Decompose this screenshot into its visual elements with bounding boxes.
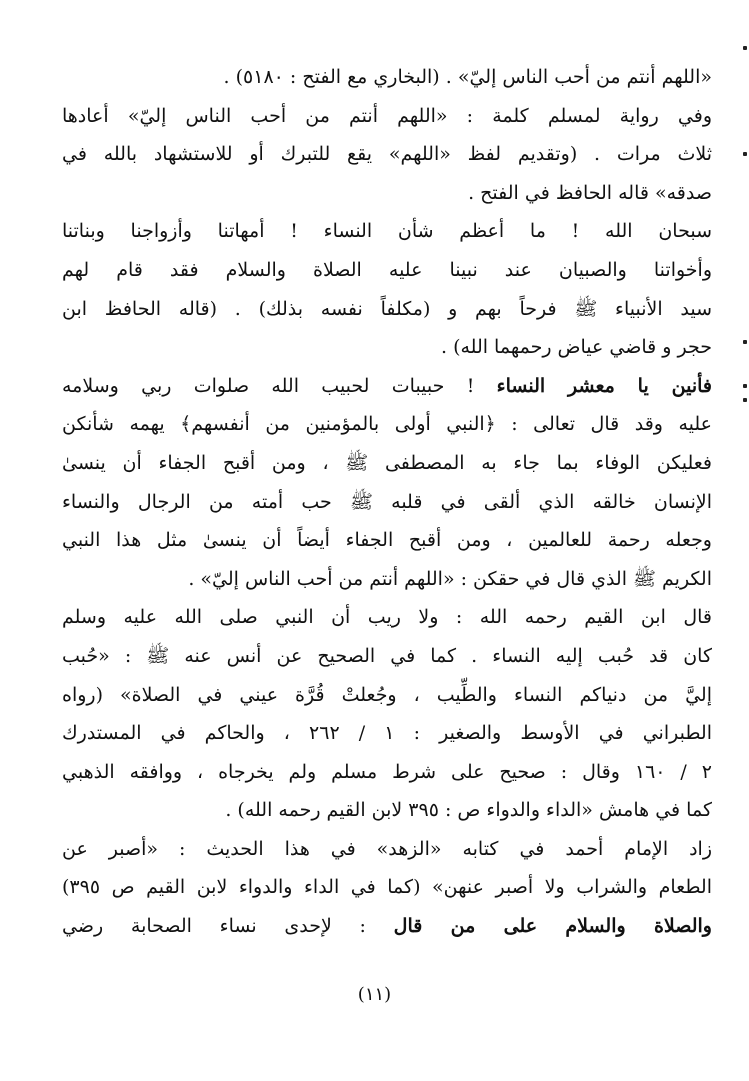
text-line — [62, 444, 712, 483]
text-line — [62, 174, 712, 213]
line-text: وفي رواية لمسلم كلمة : «اللهم أنتم من أحب الناس إليّ» أعادها — [62, 104, 712, 127]
text-line — [62, 290, 712, 329]
line-text: «اللهم أنتم من أحب الناس إليّ» . (البخاري مع الفتح : ٥١٨٠) . — [223, 66, 712, 88]
page-number: (١١) — [357, 984, 392, 1005]
line-text: حجر و قاضي عياض رحمهما الله) . — [440, 336, 712, 359]
line-text: الطبراني في الأوسط والصغير : ١ / ٢٦٢ ، والحاكم في المستدرك — [62, 722, 712, 745]
text-line — [62, 135, 712, 174]
scan-edge-mark — [743, 398, 747, 402]
text-line — [62, 251, 712, 290]
bold-lead-phrase: فأنين يا معشر النساء — [496, 374, 712, 397]
line-text: كما في هامش «الداء والدواء ص : ٣٩٥ لابن القيم رحمه الله) . — [225, 799, 712, 822]
text-line — [62, 483, 712, 522]
document-page — [62, 58, 712, 946]
text-line — [62, 405, 712, 444]
line-text: وأخواتنا والصبيان عند نبينا عليه الصلاة والسلام فقد قام لهم — [62, 258, 712, 281]
text-line — [62, 907, 712, 946]
line-text: الطعام والشراب ولا أصبر عنهن» (كما في الداء والدواء لابن القيم ص ٣٩٥) — [62, 876, 712, 899]
text-line — [62, 367, 712, 406]
line-text: كان قد حُبب إليه النساء . كما في الصحيح عن أنس عنه ﷺ : «حُبب — [62, 644, 712, 667]
text-line — [62, 868, 712, 907]
line-text: سيد الأنبياء ﷺ فرحاً بهم و (مكلفاً نفسه بذلك) . (قاله الحافظ ابن — [62, 297, 712, 320]
line-text: الكريم ﷺ الذي قال في حقكن : «اللهم أنتم من أحب الناس إليّ» . — [188, 567, 712, 590]
line-text: ثلاث مرات . (وتقديم لفظ «اللهم» يقع للتبرك أو للاستشهاد بالله في — [62, 143, 712, 166]
line-text: سبحان الله ! ما أعظم شأن النساء ! أمهاتنا وأزواجنا وبناتنا — [62, 220, 712, 243]
line-text: إليَّ من دنياكم النساء والطِّيب ، وجُعلتْ قُرَّة عيني في الصلاة» (رواه — [62, 683, 712, 706]
line-text: ! حبيبات لحبيب الله صلوات ربي وسلامه — [62, 374, 497, 397]
line-text: زاد الإمام أحمد في كتابه «الزهد» في هذا الحديث : «أصبر عن — [62, 837, 712, 860]
text-line — [62, 328, 712, 367]
text-line — [62, 212, 712, 251]
text-line — [62, 676, 712, 715]
line-text: قال ابن القيم رحمه الله : ولا ريب أن النبي صلى الله عليه وسلم — [62, 606, 712, 629]
text-line — [62, 97, 712, 136]
text-line — [62, 791, 712, 830]
text-line — [62, 714, 712, 753]
line-text: : لإحدى نساء الصحابة رضي — [62, 915, 394, 938]
text-line — [62, 560, 712, 599]
text-line — [62, 598, 712, 637]
line-text: عليه وقد قال تعالى : ﴿النبي أولى بالمؤمنين من أنفسهم﴾ يهمه شأنكن — [62, 413, 712, 436]
line-text: فعليكن الوفاء بما جاء به المصطفى ﷺ ، ومن أقبح الجفاء أن ينسىٰ — [62, 451, 712, 474]
line-text: صدقه» قاله الحافظ في الفتح . — [468, 181, 712, 204]
scan-edge-mark — [743, 152, 747, 156]
scan-edge-mark — [743, 46, 747, 50]
line-text: وجعله رحمة للعالمين ، ومن أقبح الجفاء أيضاً أن ينسىٰ مثل هذا النبي — [62, 529, 712, 552]
scan-edge-mark — [743, 384, 747, 388]
text-line — [62, 58, 712, 97]
text-line — [62, 753, 712, 792]
line-text: الإنسان خالقه الذي ألقى في قلبه ﷺ حب أمته من الرجال والنساء — [62, 490, 712, 513]
text-line — [62, 521, 712, 560]
scan-edge-mark — [743, 340, 747, 344]
text-line — [62, 637, 712, 676]
bold-lead-phrase: والصلاة والسلام على من قال — [393, 915, 712, 938]
text-line — [62, 830, 712, 869]
line-text: ٢ / ١٦٠ وقال : صحيح على شرط مسلم ولم يخرجاه ، ووافقه الذهبي — [62, 760, 712, 783]
